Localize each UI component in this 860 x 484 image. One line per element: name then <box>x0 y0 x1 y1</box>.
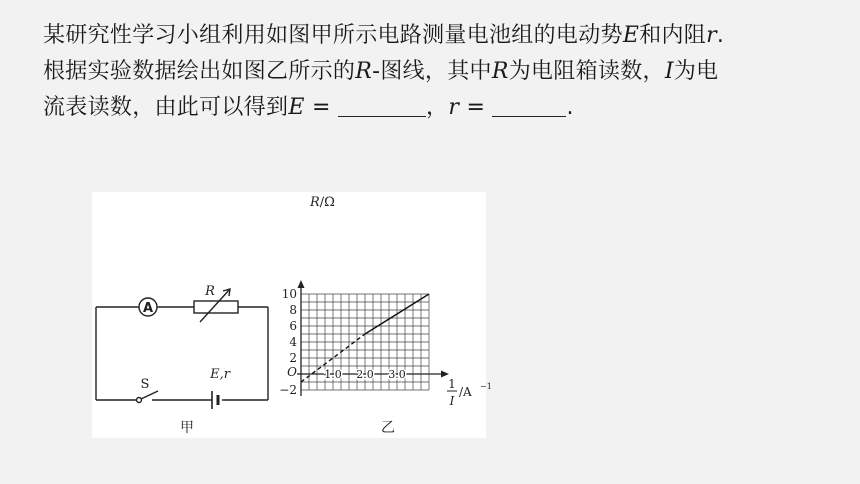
switch-blade <box>141 391 158 399</box>
graph-caption: 乙 <box>381 420 395 436</box>
question-text-segment: -图线，其中 <box>372 59 492 84</box>
x-axis-label-unit: /A <box>459 385 472 399</box>
y-axis-arrowhead <box>298 280 305 288</box>
x-axis-label-denominator: I <box>449 394 455 408</box>
figure-panel <box>92 192 492 438</box>
emf-answer-blank[interactable] <box>338 94 426 117</box>
circuit-caption: 甲 <box>180 420 194 436</box>
emf-symbol: E <box>288 95 305 120</box>
x-axis-label <box>447 377 492 408</box>
question-text <box>43 18 823 126</box>
circuit-diagram <box>96 289 268 409</box>
y-tick-label: −2 <box>279 383 297 397</box>
emf-symbol: E <box>622 23 640 48</box>
x-tick-label: 3.0 <box>388 368 406 381</box>
question-text-segment: 流表读数，由此可以得到 <box>43 95 289 120</box>
x-tick-label: 2.0 <box>356 368 374 381</box>
switch-label: S <box>140 377 150 392</box>
y-tick-label: 4 <box>289 335 297 349</box>
question-text-segment: 和内阻 <box>639 23 707 48</box>
question-line-3 <box>43 90 823 126</box>
origin-label: O <box>287 365 297 379</box>
resistance-symbol: R <box>491 59 509 84</box>
end-period: . <box>566 95 574 120</box>
y-tick-label: 6 <box>289 319 297 333</box>
resistance-symbol: R <box>355 59 373 84</box>
equals-sign: = <box>459 95 493 120</box>
internal-resistance-symbol: r <box>448 95 460 120</box>
current-symbol: I <box>664 59 674 84</box>
ammeter-label: A <box>142 301 154 316</box>
y-tick-label: 2 <box>289 351 297 365</box>
comma: ， <box>426 95 449 120</box>
question-text-segment: 为电 <box>673 59 719 84</box>
question-text-segment: 某研究性学习小组利用如图甲所示电路测量电池组的电动势 <box>43 23 623 48</box>
battery-label: E,r <box>210 367 230 382</box>
x-tick-label: 1.0 <box>324 368 342 381</box>
question-text-segment: 为电阻箱读数， <box>508 59 665 84</box>
x-axis-label-exponent: −1 <box>480 382 492 391</box>
y-tick-label: 8 <box>289 303 297 317</box>
switch-pivot <box>137 398 142 403</box>
x-axis-label-numerator: 1 <box>448 377 456 391</box>
question-text-segment: . <box>716 23 725 48</box>
resistor-label: R <box>205 284 215 299</box>
y-axis-label: R/Ω <box>310 195 335 210</box>
y-axis-unit: /Ω <box>319 195 335 210</box>
y-tick-label: 10 <box>281 287 297 301</box>
resistance-box <box>194 301 238 313</box>
question-text-segment: 根据实验数据绘出如图乙所示的 <box>43 59 356 84</box>
equals-sign: = <box>304 95 339 120</box>
question-line-1 <box>43 18 823 54</box>
figure-svg <box>92 192 492 438</box>
r-answer-blank[interactable] <box>492 94 566 117</box>
question-line-2 <box>43 54 823 90</box>
internal-resistance-symbol: r <box>706 23 717 48</box>
